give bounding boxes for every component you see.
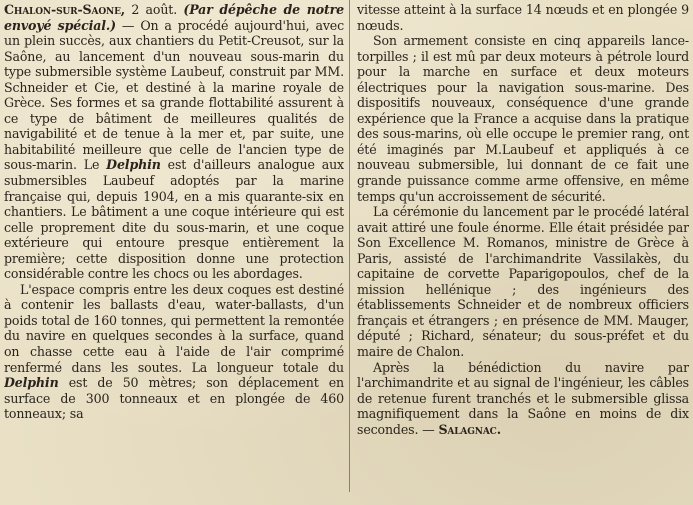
dateline-note: (Par dépêche de notre envoyé spécial.) <box>4 2 344 33</box>
dateline-dash: — <box>115 17 141 33</box>
article-column-right <box>357 2 689 502</box>
dateline-date: 2 août. <box>131 2 178 17</box>
paragraph-1-text-b: est d'ailleurs analogue aux submersibles Laubeuf adoptés par la marine française qui, depuis 1904, en a mis quarante-six en chantiers. Le bâtiment a une coque intérieure qui est celle proprement dite du sous-marin, et une coque extérieure qui entoure presque entièrement la première; cette disposition donne une protection considérable contre les chocs ou les abordages. <box>4 157 344 282</box>
paragraph-2-text-a: L'espace compris entre les deux coques est destiné à contenir les ballasts d'eau, water-ballasts, d'un poids total de 160 tonnes, qui permettent la remontée du navire en quelques secondes à la surface, quand on chasse cette eau à l'aide de l'air comprimé renfermé dans les soutes. La longueur totale du <box>4 281 344 375</box>
ship-name-2: Delphin <box>4 375 59 391</box>
signature: Salagnac. <box>438 421 501 437</box>
paragraph-lead <box>4 2 344 282</box>
paragraph-2-continued: vitesse atteint à la surface 14 nœuds et en plongée 9 nœuds. <box>357 2 689 33</box>
paragraph-1-text-a: On a procédé aujourd'hui, avec un plein succès, aux chantiers du Petit-Creusot, sur la Saône, au lancement d'un nouveau sous-marin du type submersible système Laubeuf, construit par MM. Schneider et Cie, et destiné à la marine royale de Grèce. Ses formes et sa grande flottabilité assurent à ce type de bâtiment de meilleures qualités de navigabilité et de tenue à la mer et, par suite, une habitabilité meilleure que celle de l'ancien type de sous-marin. Le <box>4 17 344 173</box>
paragraph-5 <box>357 360 689 438</box>
paragraph-2 <box>4 282 344 422</box>
column-divider <box>349 0 350 492</box>
ship-name: Delphin <box>106 157 161 173</box>
paragraph-5-text: Après la bénédiction du navire par l'archimandrite et au signal de l'ingénieur, les câbles de retenue furent tranchés et le submersible glissa magnifiquement dans la Saône en moins de dix secondes. — <box>357 359 689 437</box>
paragraph-4: La cérémonie du lancement par le procédé latéral avait attiré une foule énorme. Elle était présidée par Son Excellence M. Romanos, ministre de Grèce à Paris, assisté de l'archimandrite Vassilakès, du capitaine de corvette Paparigopoulos, chef de la mission hellénique ; des ingénieurs des établissements Schneider et de nombreux officiers français et étrangers ; en présence de MM. Mauger, député ; Richard, sénateur; du sous-préfet et du maire de Chalon. <box>357 204 689 360</box>
paragraph-2-text-b: est de 50 mètres; son déplacement en surface de 300 tonneaux et en plongée de 460 tonneaux; sa <box>4 375 344 422</box>
paragraph-3: Son armement consiste en cinq appareils lance-torpilles ; il est mû par deux moteurs à pétrole lourd pour la marche en surface et deux moteurs électriques pour la navigation sous-marine. Des dispositifs nouveaux, conséquence d'une grande expérience que la France a acquise dans la pratique des sous-marins, où elle occupe le premier rang, ont été imaginés par M.Laubeuf et appliqués à ce nouveau submersible, lui donnant de ce fait une grande puissance comme arme offensive, en même temps qu'un accroissement de sécurité. <box>357 33 689 204</box>
dateline-place: Chalon-sur-Saone, <box>4 2 126 17</box>
article-column-left <box>4 2 344 502</box>
